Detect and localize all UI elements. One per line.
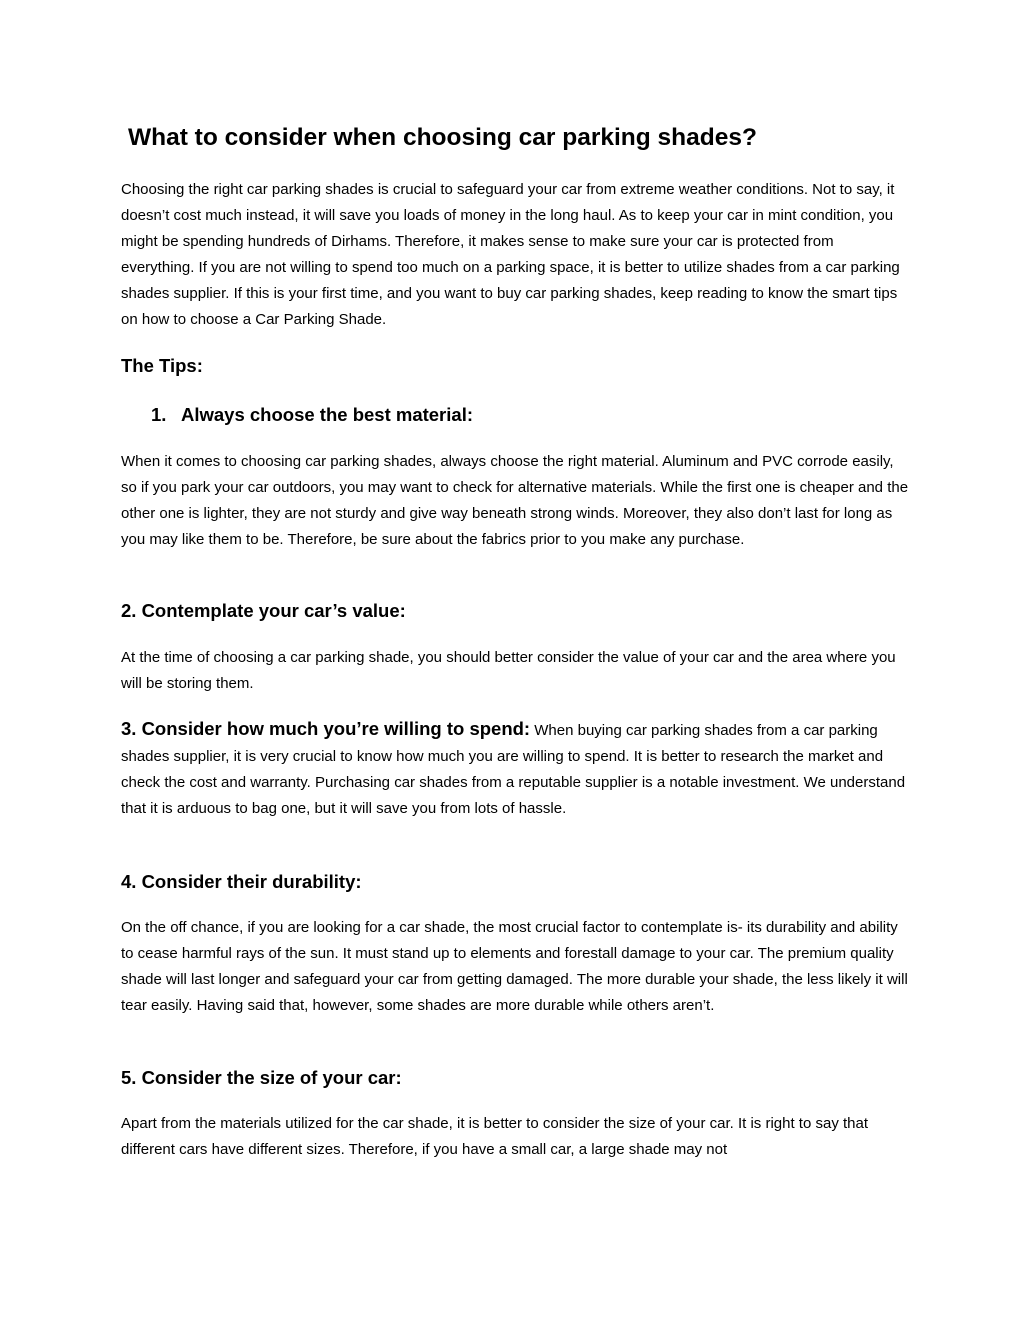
tip1-number: 1. [151,404,167,425]
tip4-paragraph: On the off chance, if you are looking for a car shade, the most crucial factor to contemplate is- its durability and ability to cease harmful rays of the sun. It must stand up to elements and forestall damage to your car. The premium quality shade will last longer and safeguard your car from getting damaged. The more durable your shade, the less likely it will tear easily. Having said that, however, some shades are more durable while others aren’t. [121,919,908,1014]
intro-paragraph: Choosing the right car parking shades is crucial to safeguard your car from extreme weather conditions. Not to say, it doesn’t cost much instead, it will save you loads of money in the long haul. As to keep your car in mint condition, you might be spending hundreds of Dirhams. Therefore, it makes sense to make sure your car is protected from everything. If you are not willing to spend too much on a parking space, it is better to utilize shades from a car parking shades supplier. If this is your first time, and you want to buy car parking shades, keep reading to know the smart tips on how to choose a Car Parking Shade. [121,181,900,328]
tip2-heading: 2. Contemplate your car’s value: [121,600,406,621]
tip1-heading [151,401,473,429]
tip1-paragraph: When it comes to choosing car parking shades, always choose the right material. Aluminum and PVC corrode easily, so if you park your car outdoors, you may want to check for alternative materials. While the first one is cheaper and the other one is lighter, they are not sturdy and give way beneath strong winds. Moreover, they also don’t last for long as you may like them to be. Therefore, be sure about the fabrics prior to you make any purchase. [121,453,909,548]
tip3-paragraph [121,716,911,822]
tip5-paragraph: Apart from the materials utilized for the car shade, it is better to consider the size of your car. It is right to say that different cars have different sizes. Therefore, if you have a small car, a large shade may not [121,1115,869,1158]
tip1-heading-text: Always choose the best material: [181,404,473,425]
tip5-heading: 5. Consider the size of your car: [121,1067,402,1088]
tip4-heading: 4. Consider their durability: [121,871,362,892]
tip3-body: When buying car parking shades from a car parking shades supplier, it is very crucial to know how much you are willing to spend. It is better to research the market and check the cost and warranty. Purchasing car shades from a reputable supplier is a notable investment. We understand that it is arduous to bag one, but it will save you from lots of hassle. [121,722,906,817]
tip2-paragraph: At the time of choosing a car parking shade, you should better consider the value of your car and the area where you will be storing them. [121,649,896,692]
tips-heading: The Tips: [121,355,203,376]
page-title: What to consider when choosing car parking shades? [128,124,757,151]
tip3-heading: 3. Consider how much you’re willing to spend: [121,718,531,739]
